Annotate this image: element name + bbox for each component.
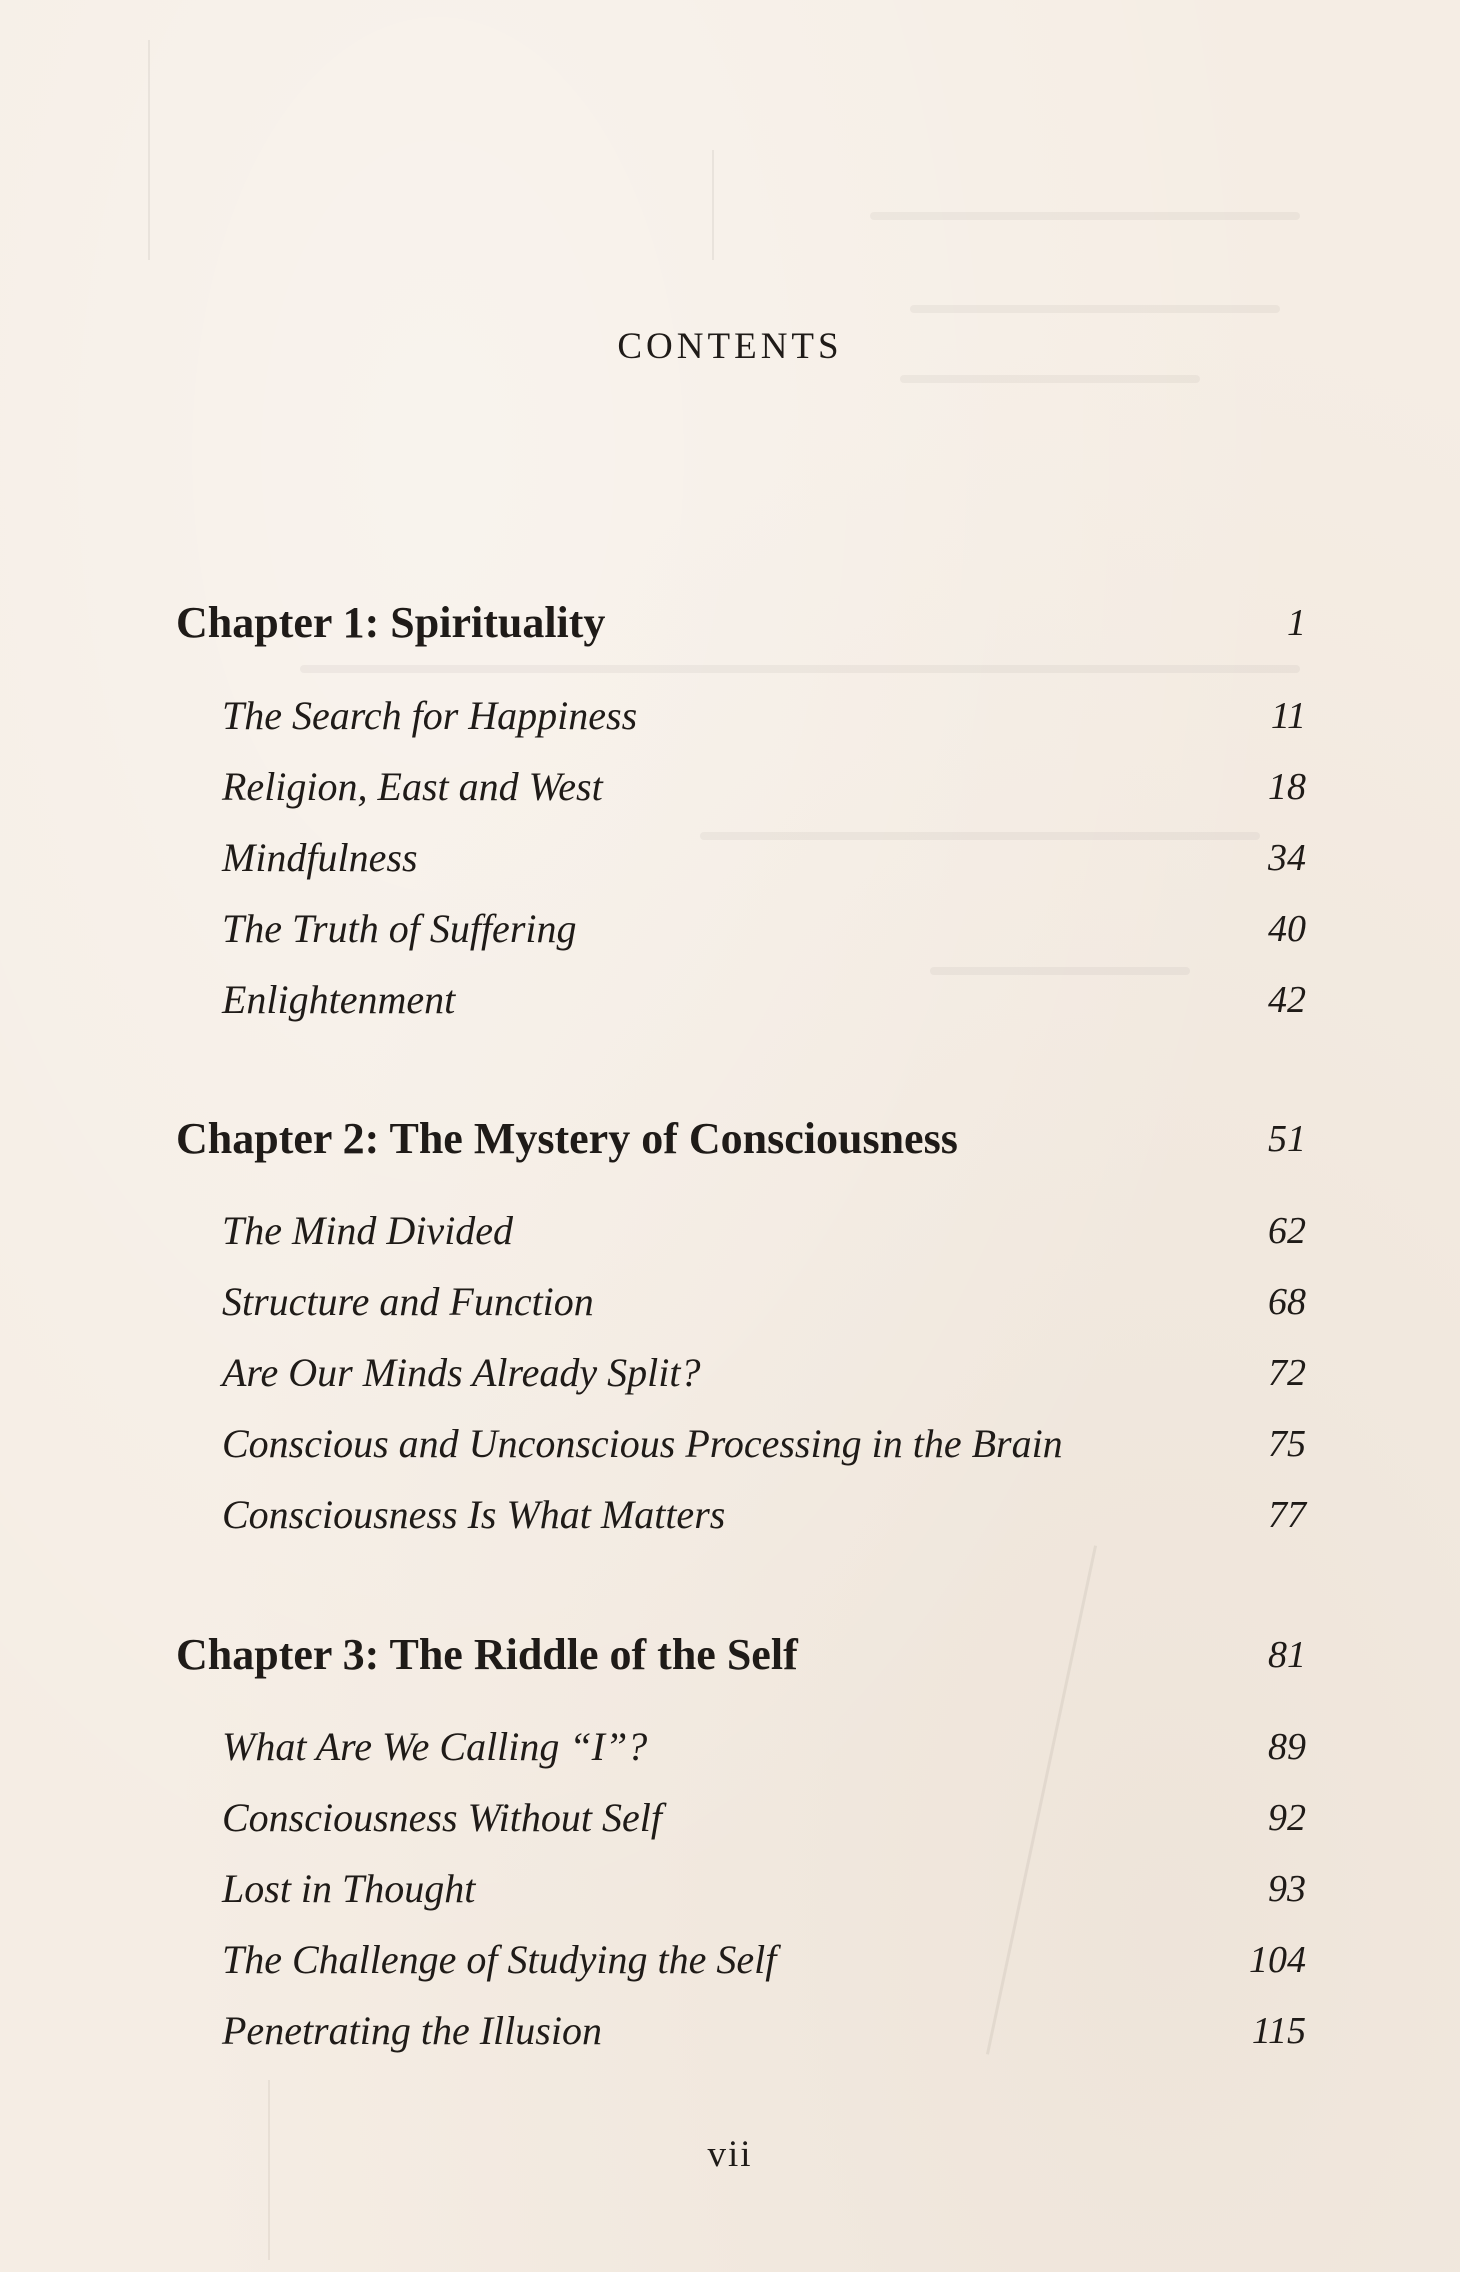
section-page-number: 92 [1268,1797,1306,1839]
toc-section[interactable] [222,905,1306,961]
toc-section[interactable] [222,1794,1306,1850]
toc-section[interactable] [222,1936,1306,1992]
toc-section[interactable] [222,2007,1306,2063]
toc-section[interactable] [222,1491,1306,1547]
toc-section[interactable] [222,1723,1306,1779]
section-page-number: 75 [1268,1423,1306,1465]
section-title: Lost in Thought [222,1866,476,1911]
contents-heading: CONTENTS [617,326,843,367]
section-page-number: 72 [1268,1352,1306,1394]
section-page-number: 18 [1268,766,1306,808]
section-title: Enlightenment [222,977,456,1022]
section-page-number: 34 [1268,837,1306,879]
section-page-number: 77 [1268,1494,1306,1536]
toc-chapter-1[interactable] [176,597,1306,657]
paper-mark [712,150,714,260]
toc-section[interactable] [222,1349,1306,1405]
toc-section[interactable] [222,1207,1306,1263]
toc-section[interactable] [222,692,1306,748]
toc-section[interactable] [222,1865,1306,1921]
chapter-page-number: 81 [1268,1634,1306,1676]
show-through-line [900,375,1200,383]
toc-chapter-3[interactable] [176,1629,1306,1689]
section-page-number: 89 [1268,1726,1306,1768]
section-title: Penetrating the Illusion [222,2008,602,2053]
section-page-number: 68 [1268,1281,1306,1323]
show-through-line [300,665,1300,673]
show-through-line [870,212,1300,220]
section-page-number: 42 [1268,979,1306,1021]
chapter-page-number: 51 [1268,1118,1306,1160]
chapter-title: Chapter 3: The Riddle of the Self [176,1630,798,1679]
section-title: Structure and Function [222,1279,594,1324]
section-title: The Mind Divided [222,1208,514,1253]
section-title: The Challenge of Studying the Self [222,1937,777,1982]
chapter-title: Chapter 1: Spirituality [176,598,606,647]
section-page-number: 62 [1268,1210,1306,1252]
chapter-title: Chapter 2: The Mystery of Consciousness [176,1114,958,1163]
toc-section[interactable] [222,1420,1306,1476]
toc-section[interactable] [222,763,1306,819]
paper-mark [148,40,150,260]
section-title: The Search for Happiness [222,693,638,738]
toc-section[interactable] [222,976,1306,1032]
toc-section[interactable] [222,834,1306,890]
section-title: What Are We Calling “I”? [222,1724,648,1769]
section-page-number: 104 [1249,1939,1306,1981]
section-page-number: 11 [1270,695,1306,737]
section-page-number: 115 [1251,2010,1306,2052]
section-title: Conscious and Unconscious Processing in the Brain [222,1421,1063,1466]
section-page-number: 93 [1268,1868,1306,1910]
section-title: Consciousness Without Self [222,1795,662,1840]
section-title: The Truth of Suffering [222,906,577,951]
show-through-line [930,967,1190,975]
section-title: Mindfulness [222,835,418,880]
chapter-page-number: 1 [1287,602,1306,644]
section-page-number: 40 [1268,908,1306,950]
toc-chapter-2[interactable] [176,1113,1306,1173]
section-title: Are Our Minds Already Split? [222,1350,701,1395]
show-through-line [910,305,1280,313]
section-title: Religion, East and West [222,764,603,809]
toc-section[interactable] [222,1278,1306,1334]
page-number-footer: vii [707,2134,753,2175]
section-title: Consciousness Is What Matters [222,1492,726,1537]
